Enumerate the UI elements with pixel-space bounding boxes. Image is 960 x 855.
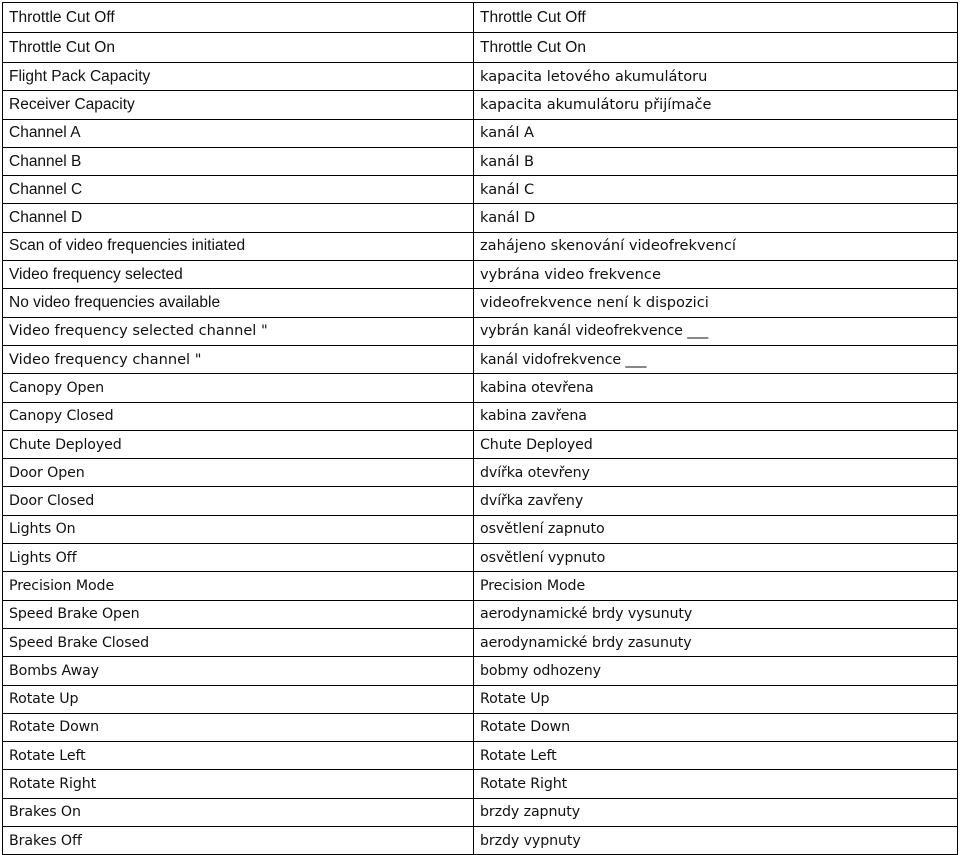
- czech-term-cell: osvětlení zapnuto: [474, 515, 958, 543]
- english-term-cell: Video frequency selected: [3, 261, 474, 289]
- czech-term-cell: Rotate Down: [474, 713, 958, 741]
- english-term-cell: Door Open: [3, 459, 474, 487]
- english-term-cell: Throttle Cut On: [3, 33, 474, 63]
- table-row: [3, 600, 958, 628]
- czech-term-cell: dvířka zavřeny: [474, 487, 958, 515]
- czech-term-cell: Rotate Right: [474, 770, 958, 798]
- table-row: [3, 430, 958, 458]
- table-row: [3, 685, 958, 713]
- english-term-cell: Channel A: [3, 119, 474, 147]
- table-row: [3, 91, 958, 119]
- czech-term-cell: vybrán kanál videofrekvence ___: [474, 317, 958, 345]
- czech-term-cell: kabina zavřena: [474, 402, 958, 430]
- czech-term-cell: brzdy zapnuty: [474, 798, 958, 826]
- table-row: [3, 147, 958, 175]
- english-term-cell: Rotate Down: [3, 713, 474, 741]
- czech-term-cell: Throttle Cut Off: [474, 3, 958, 33]
- table-row: [3, 289, 958, 317]
- english-term-cell: Brakes Off: [3, 827, 474, 855]
- table-row: [3, 487, 958, 515]
- czech-term-cell: kapacita akumulátoru přijímače: [474, 91, 958, 119]
- table-row: [3, 798, 958, 826]
- czech-term-cell: Throttle Cut On: [474, 33, 958, 63]
- czech-term-cell: kanál A: [474, 119, 958, 147]
- english-term-cell: Lights On: [3, 515, 474, 543]
- czech-term-cell: vybrána video frekvence: [474, 261, 958, 289]
- table-row: [3, 317, 958, 345]
- english-term-cell: Video frequency selected channel ": [3, 317, 474, 345]
- english-term-cell: Chute Deployed: [3, 430, 474, 458]
- czech-term-cell: Rotate Up: [474, 685, 958, 713]
- english-term-cell: Lights Off: [3, 544, 474, 572]
- english-term-cell: Flight Pack Capacity: [3, 63, 474, 91]
- table-row: [3, 176, 958, 204]
- english-term-cell: Bombs Away: [3, 657, 474, 685]
- czech-term-cell: dvířka otevřeny: [474, 459, 958, 487]
- czech-term-cell: bobmy odhozeny: [474, 657, 958, 685]
- english-term-cell: Precision Mode: [3, 572, 474, 600]
- table-row: [3, 544, 958, 572]
- czech-term-cell: osvětlení vypnuto: [474, 544, 958, 572]
- table-row: [3, 345, 958, 373]
- czech-term-cell: aerodynamické brdy zasunuty: [474, 628, 958, 656]
- table-row: [3, 33, 958, 63]
- table-row: [3, 827, 958, 855]
- english-term-cell: Channel C: [3, 176, 474, 204]
- english-term-cell: Rotate Left: [3, 742, 474, 770]
- table-row: [3, 628, 958, 656]
- table-row: [3, 232, 958, 260]
- table-row: [3, 374, 958, 402]
- table-row: [3, 515, 958, 543]
- english-term-cell: No video frequencies available: [3, 289, 474, 317]
- english-term-cell: Speed Brake Closed: [3, 628, 474, 656]
- czech-term-cell: kanál D: [474, 204, 958, 232]
- czech-term-cell: brzdy vypnuty: [474, 827, 958, 855]
- czech-term-cell: kanál B: [474, 147, 958, 175]
- table-row: [3, 119, 958, 147]
- czech-term-cell: kapacita letového akumulátoru: [474, 63, 958, 91]
- table-row: [3, 742, 958, 770]
- czech-term-cell: Rotate Left: [474, 742, 958, 770]
- english-term-cell: Channel D: [3, 204, 474, 232]
- table-row: [3, 459, 958, 487]
- czech-term-cell: kanál C: [474, 176, 958, 204]
- english-term-cell: Rotate Up: [3, 685, 474, 713]
- table-row: [3, 770, 958, 798]
- table-row: [3, 204, 958, 232]
- english-term-cell: Throttle Cut Off: [3, 3, 474, 33]
- czech-term-cell: Chute Deployed: [474, 430, 958, 458]
- table-row: [3, 657, 958, 685]
- table-row: [3, 402, 958, 430]
- czech-term-cell: Precision Mode: [474, 572, 958, 600]
- table-row: [3, 3, 958, 33]
- czech-term-cell: kanál vidofrekvence ___: [474, 345, 958, 373]
- english-term-cell: Door Closed: [3, 487, 474, 515]
- table-row: [3, 63, 958, 91]
- czech-term-cell: kabina otevřena: [474, 374, 958, 402]
- table-row: [3, 572, 958, 600]
- english-term-cell: Rotate Right: [3, 770, 474, 798]
- translation-table: [2, 2, 958, 855]
- english-term-cell: Video frequency channel ": [3, 345, 474, 373]
- czech-term-cell: videofrekvence není k dispozici: [474, 289, 958, 317]
- english-term-cell: Receiver Capacity: [3, 91, 474, 119]
- english-term-cell: Canopy Closed: [3, 402, 474, 430]
- czech-term-cell: aerodynamické brdy vysunuty: [474, 600, 958, 628]
- english-term-cell: Canopy Open: [3, 374, 474, 402]
- table-row: [3, 713, 958, 741]
- english-term-cell: Channel B: [3, 147, 474, 175]
- english-term-cell: Speed Brake Open: [3, 600, 474, 628]
- czech-term-cell: zahájeno skenování videofrekvencí: [474, 232, 958, 260]
- english-term-cell: Scan of video frequencies initiated: [3, 232, 474, 260]
- table-row: [3, 261, 958, 289]
- english-term-cell: Brakes On: [3, 798, 474, 826]
- translation-table-body: [3, 3, 958, 855]
